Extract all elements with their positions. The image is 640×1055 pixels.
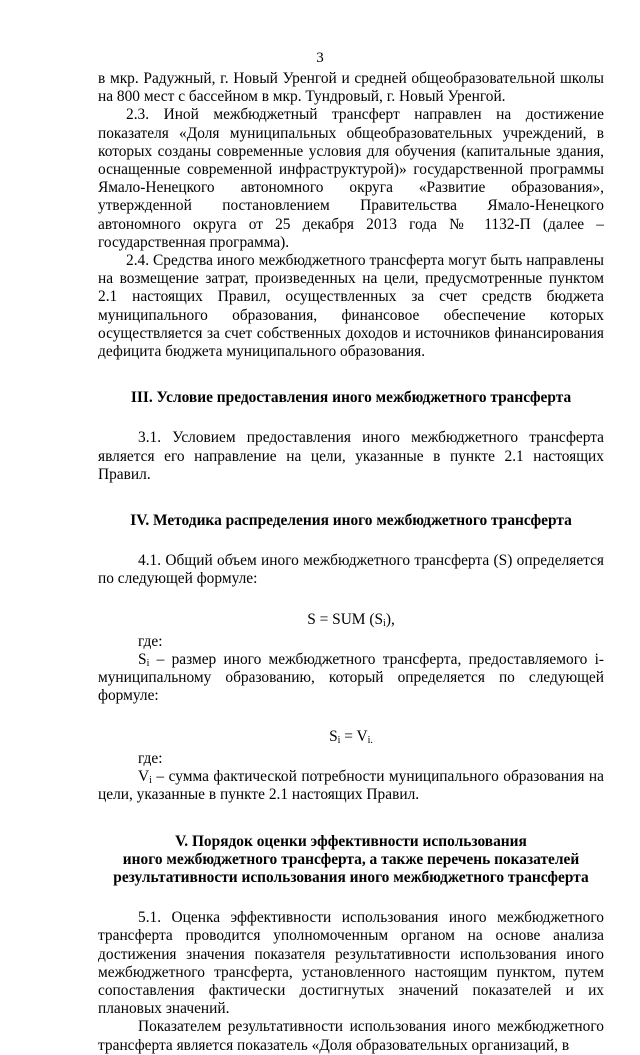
section-heading-5-line-2: иного межбюджетного трансферта, а также перечень показателей: [122, 850, 580, 868]
formula-total: S = SUM $(S_i)$,: [307, 610, 395, 629]
paragraph-3-1: 3.1. Условием предоставления иного межбюджетного трансферта является его направление на цели, указанные в пункте 2.1 настоящих Правил.: [98, 429, 604, 483]
paragraph-2-4: 2.4. Средства иного межбюджетного трансферта могут быть направлены на возмещение затрат, произведенных на цели, предусмотренные пунктом 2.1 настоящих Правил, осуществленных за счет средств бюджета муниципального образования, финансовое обеспечение которых осуществляется за счет собственных доходов и источников финансирования дефицита бюджета муниципального образования.: [98, 252, 604, 361]
section-heading-3: III. Условие предоставления иного межбюджетного трансферта: [130, 389, 572, 407]
page-number: 3: [316, 50, 324, 66]
where-label-2: где:: [138, 749, 163, 767]
section-heading-4: IV. Методика распределения иного межбюджетного трансферта: [130, 512, 572, 530]
where-label-1: где:: [138, 632, 163, 650]
formula-si: $S_i = V_{i.}$: [329, 727, 373, 746]
definition-si: $S_i$ – размер иного межбюджетного трансферта, предоставляемого i-муниципальному образованию, который определяется по следующей формуле:: [98, 651, 604, 705]
definition-vi: $V_i$ – сумма фактической потребности муниципального образования на цели, указанные в пункте 2.1 настоящих Правил.: [98, 768, 604, 804]
paragraph-4-1: 4.1. Общий объем иного межбюджетного трансферта (S) определяется по следующей формуле:: [98, 552, 604, 588]
paragraph-continuation: в мкр. Радужный, г. Новый Уренгой и средней общеобразовательной школы на 800 мест с бассейном в мкр. Тундровый, г. Новый Уренгой.: [98, 70, 604, 106]
paragraph-5-1: 5.1. Оценка эффективности использования иного межбюджетного трансферта проводится уполномоченным органом на основе анализа достижения значения показателя результативности использования иного межбюджетного трансферта, установленного настоящим пунктом, путем сопоставления фактически достигнутых значений показателей и их плановых значений.: [98, 909, 604, 1018]
paragraph-2-3: 2.3. Иной межбюджетный трансферт направлен на достижение показателя «Доля муниципальных общеобразовательных учреждений, в которых созданы современные условия для обучения (капитальные здания, оснащенные современной инфраструктурой)» государственной программы Ямало-Ненецкого автономного округа «Развитие образования», утвержденной постановлением Правительства Ямало-Ненецкого автономного округа от 25 декабря 2013 года № 1132-П (далее – государственная программа).: [98, 106, 604, 251]
section-heading-5-line-3: результативности использования иного межбюджетного трансферта: [113, 868, 589, 886]
paragraph-5-2: Показателем результативности использования иного межбюджетного трансферта является показатель «Доля образовательных организаций, в: [98, 1018, 604, 1054]
section-heading-5-line-1: V. Порядок оценки эффективности использования: [175, 832, 527, 850]
document-body: [98, 70, 604, 1055]
